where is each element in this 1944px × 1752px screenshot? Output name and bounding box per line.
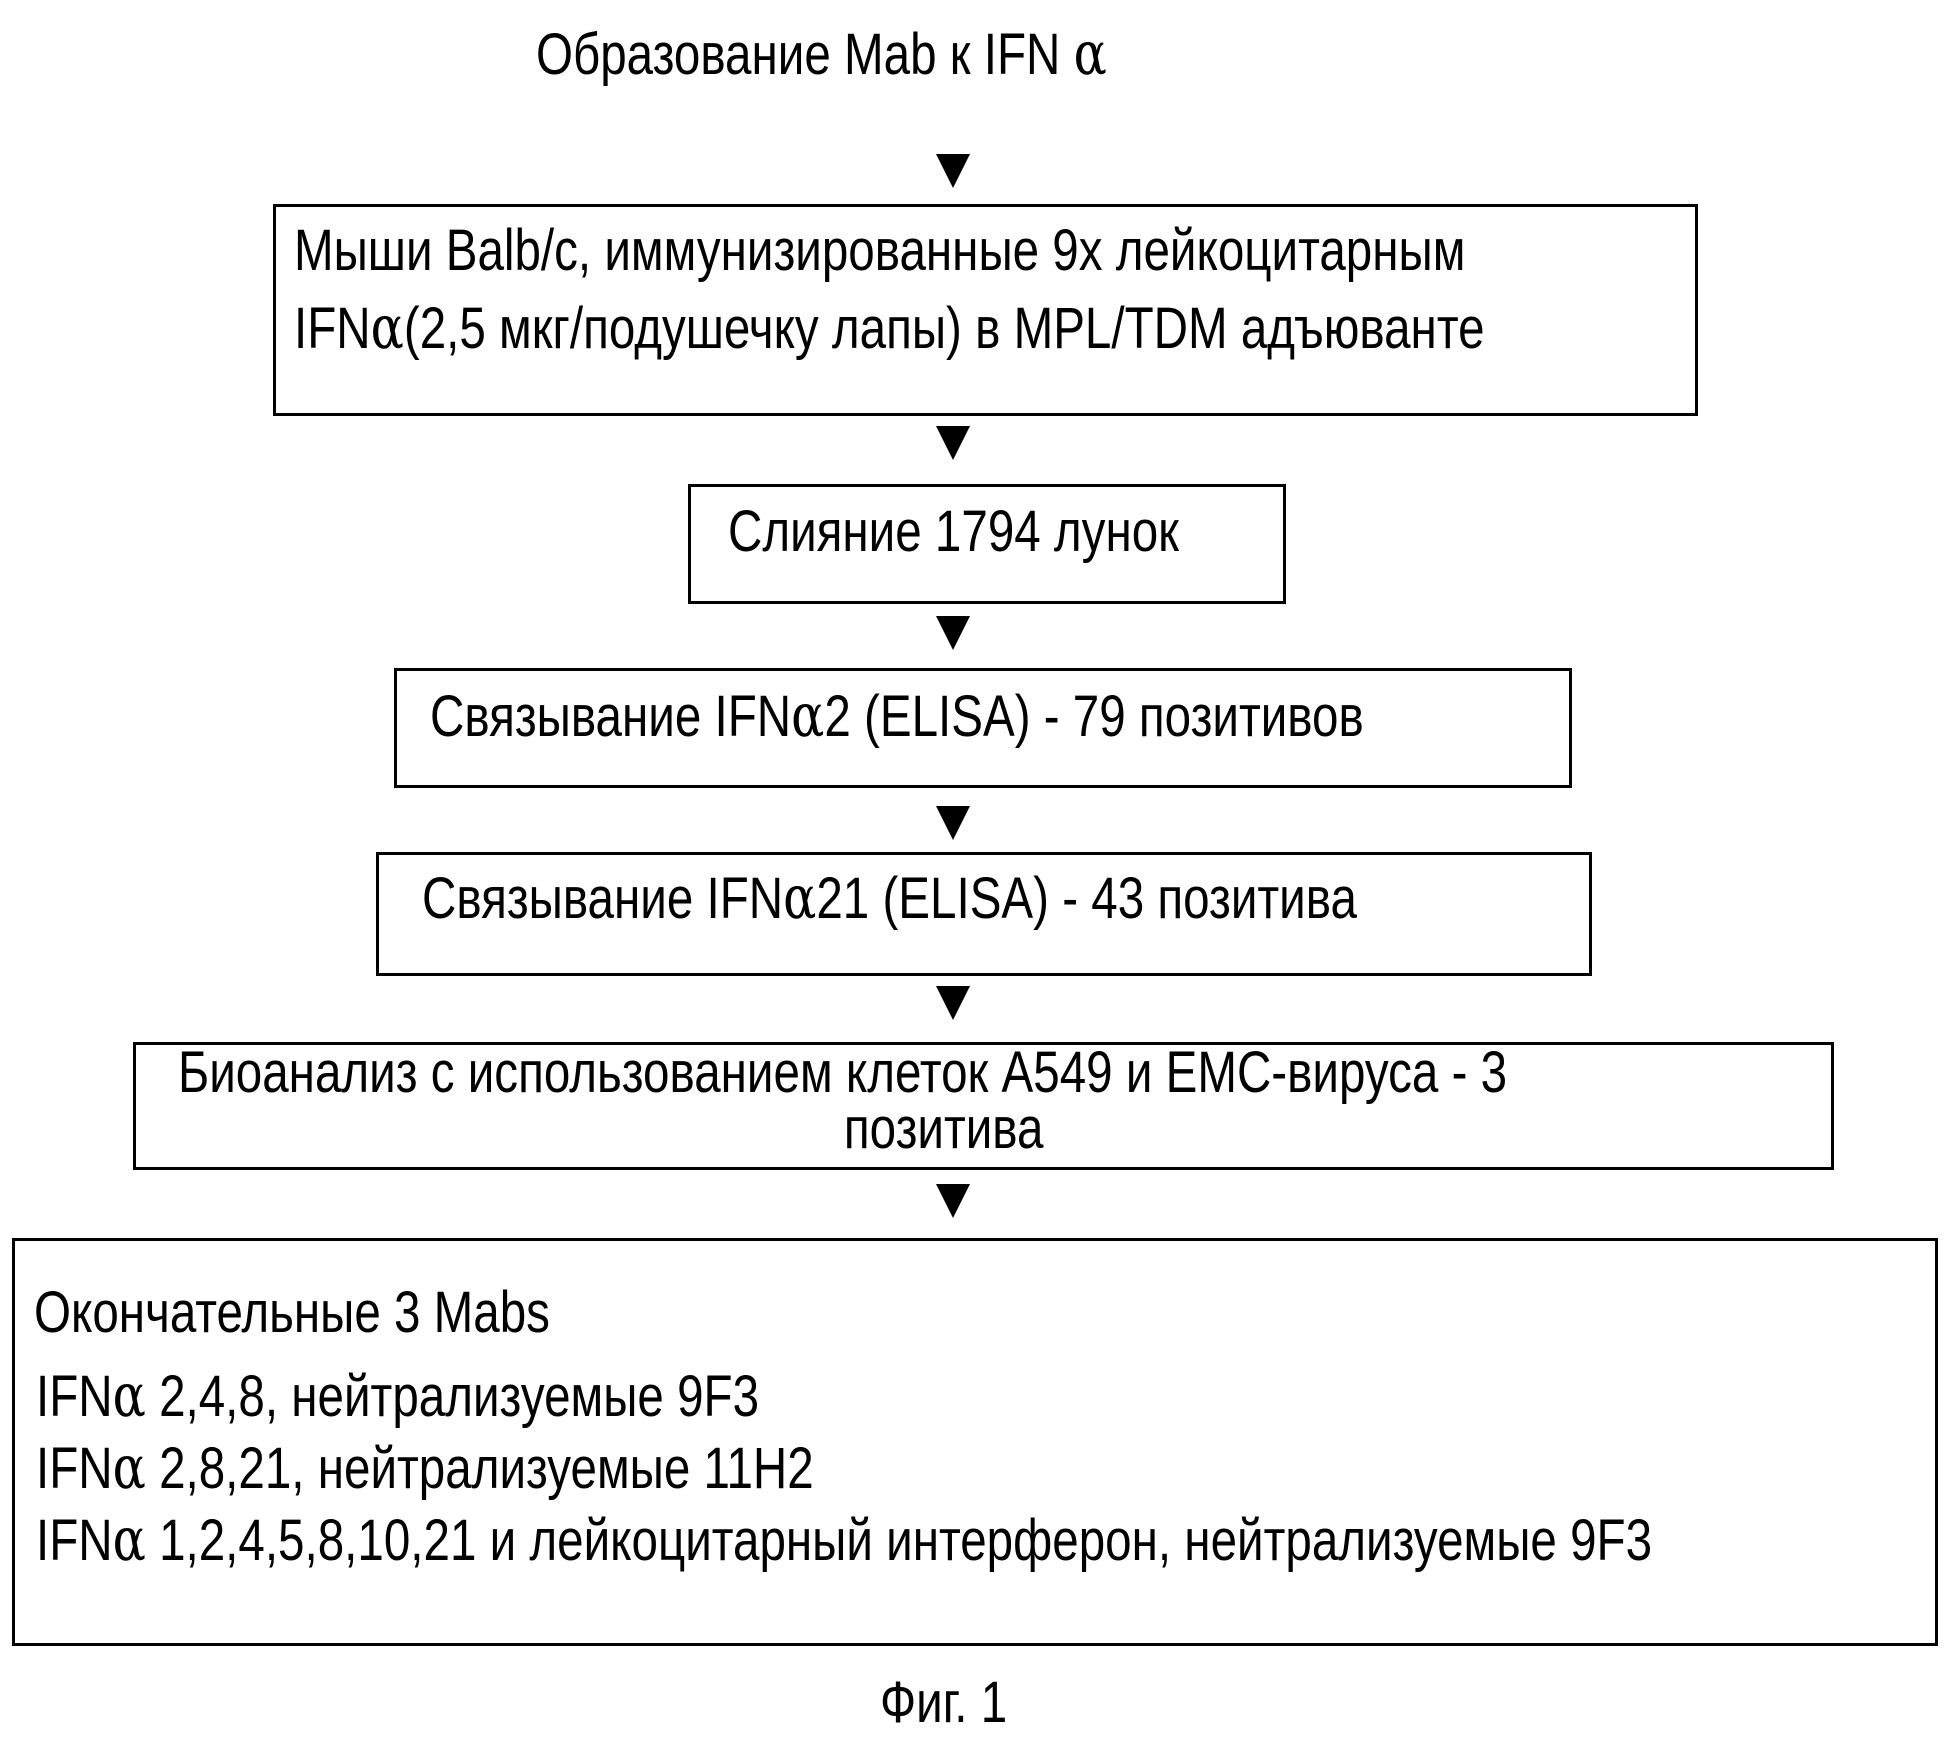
step-immunization-line2: IFNα(2,5 мкг/подушечку лапы) в MPL/TDM адъюванте bbox=[294, 293, 1485, 363]
final-mabs-item: IFNα 2,4,8, нейтрализуемые 9F3 bbox=[36, 1361, 760, 1431]
flow-arrow-icon bbox=[936, 806, 970, 840]
figure-caption: Фиг. 1 bbox=[880, 1670, 1008, 1735]
alpha-glyph: α bbox=[112, 1433, 146, 1503]
step-bioassay-line2: позитива bbox=[843, 1096, 1044, 1161]
step-binding-ifna21-label: Связывание IFNα21 (ELISA) - 43 позитива bbox=[422, 863, 1357, 933]
alpha-glyph: α bbox=[791, 681, 825, 751]
alpha-glyph: α bbox=[1073, 19, 1107, 89]
final-mabs-item: IFNα 1,2,4,5,8,10,21 и лейкоцитарный интерферон, нейтрализуемые 9F3 bbox=[36, 1505, 1653, 1575]
alpha-glyph: α bbox=[783, 863, 817, 933]
step-fusion-label: Слияние 1794 лунок bbox=[728, 499, 1179, 564]
flow-arrow-icon bbox=[936, 616, 970, 650]
final-mabs-item: IFNα 2,8,21, нейтрализуемые 11H2 bbox=[36, 1433, 814, 1503]
figure-title: Образование Mab к IFN α bbox=[536, 19, 1107, 89]
flow-arrow-icon bbox=[936, 1184, 970, 1218]
step-immunization-line1: Мыши Balb/c, иммунизированные 9х лейкоцитарным bbox=[294, 218, 1466, 283]
flow-arrow-icon bbox=[936, 986, 970, 1020]
alpha-glyph: α bbox=[112, 1361, 146, 1431]
flow-arrow-icon bbox=[936, 426, 970, 460]
step-binding-ifna2-label: Связывание IFNα2 (ELISA) - 79 позитивов bbox=[430, 681, 1364, 751]
final-mabs-heading: Окончательные 3 Mabs bbox=[34, 1280, 550, 1345]
step-bioassay-line1: Биоанализ с использованием клеток А549 и ЕМС-вируса - 3 bbox=[178, 1040, 1508, 1105]
flow-arrow-icon bbox=[936, 154, 970, 188]
alpha-glyph: α bbox=[112, 1505, 146, 1575]
alpha-glyph: α bbox=[370, 293, 404, 363]
